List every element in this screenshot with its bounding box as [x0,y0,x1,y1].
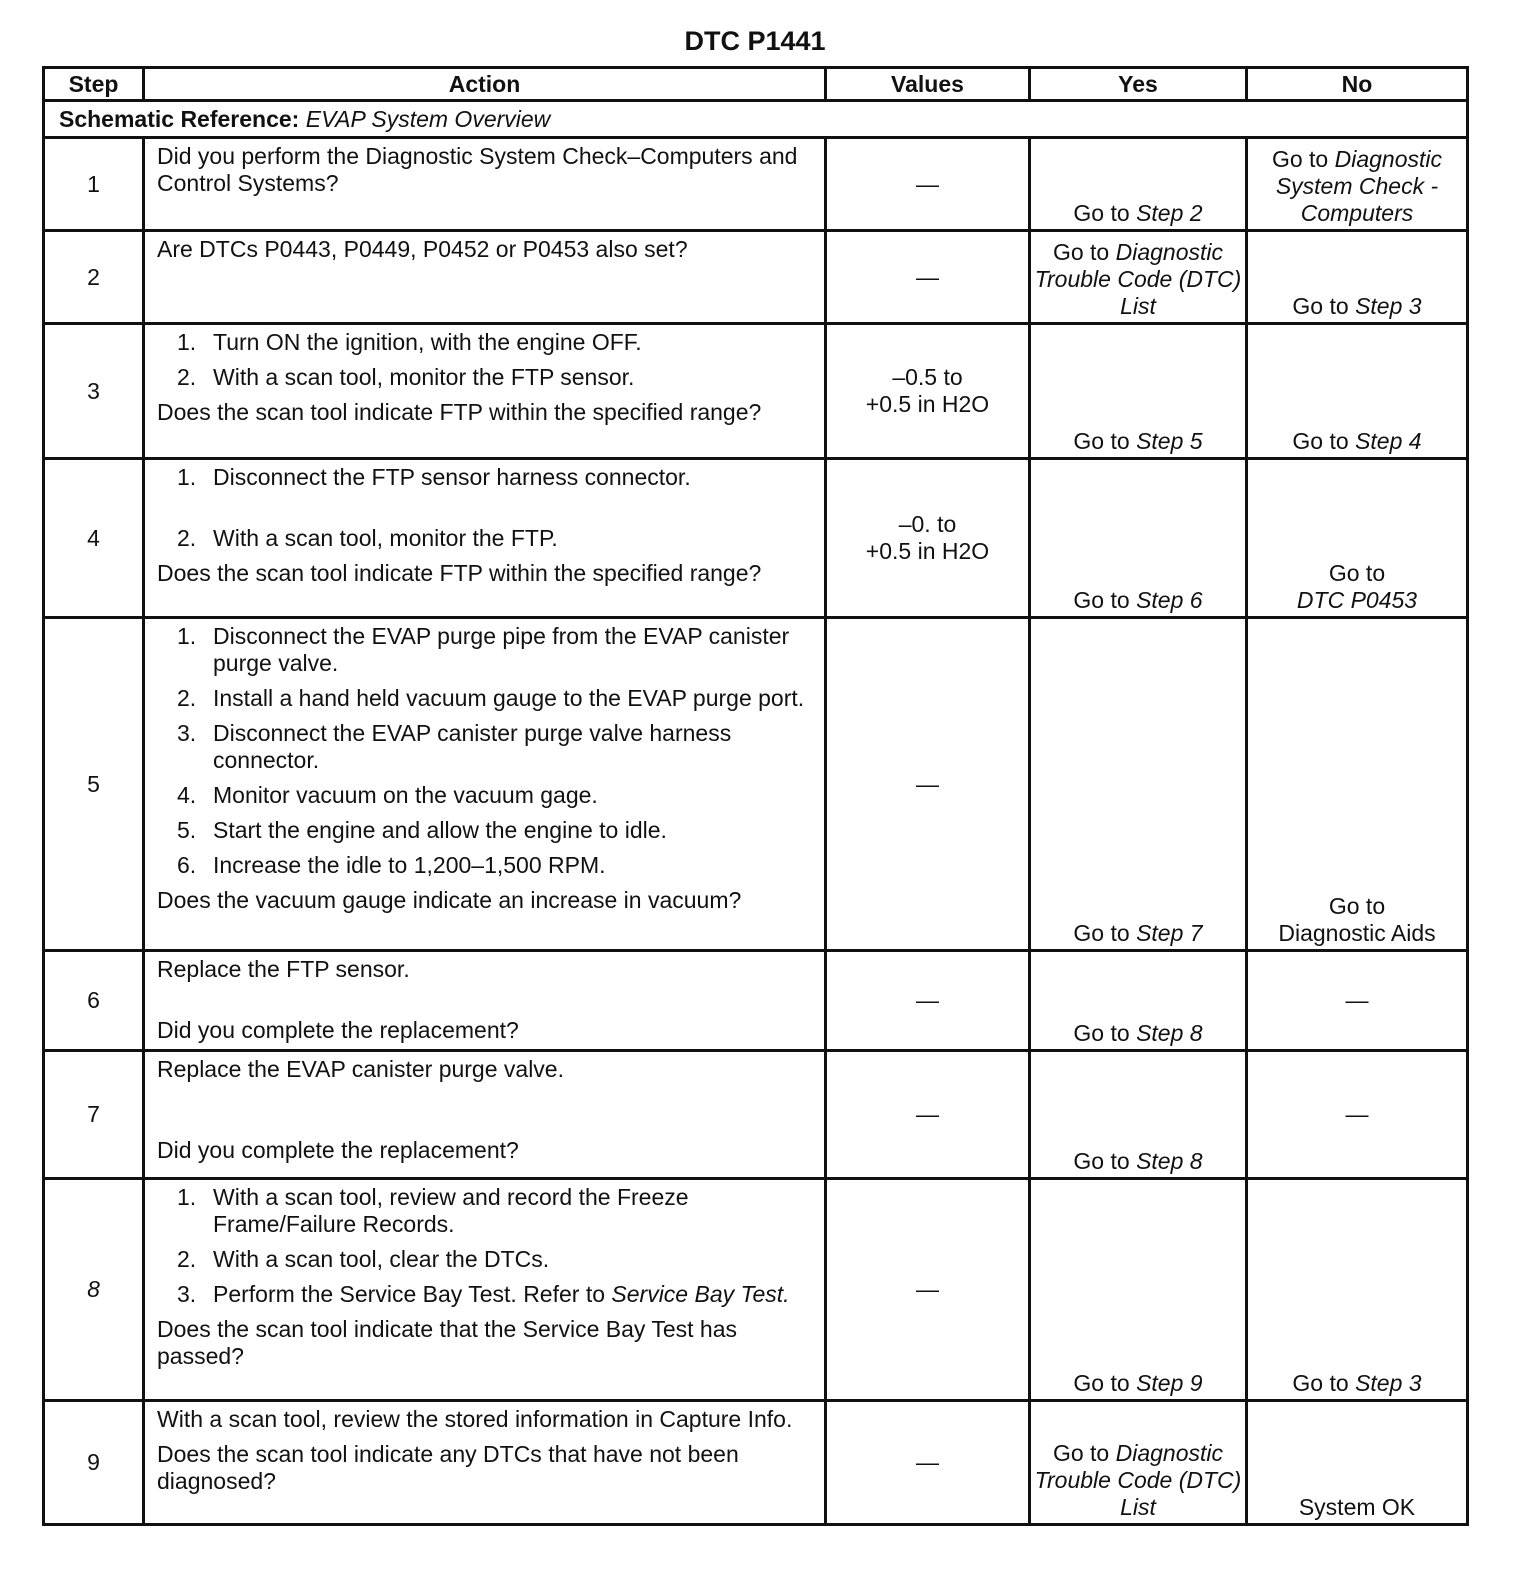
no-prefix: Go to [1328,893,1386,919]
list-item: 5. Start the engine and allow the engine to idle. [177,817,667,843]
action-text: Replace the EVAP canister purge valve. [157,1056,564,1082]
yes-cell [1030,138,1247,231]
no-prefix: Go to [1328,560,1386,586]
header-yes: Yes [1030,68,1247,101]
header-values: Values [826,68,1030,101]
step-number: 5 [44,618,144,951]
action-text: Replace the FTP sensor. [157,956,410,982]
no-prefix: Go to [1292,428,1349,454]
action-question: Are DTCs P0443, P0449, P0452 or P0453 also set? [157,236,688,262]
yes-cell [1030,951,1247,1051]
list-item: 2. With a scan tool, clear the DTCs. [177,1246,550,1272]
yes-prefix: Go to [1073,1370,1130,1396]
yes-link[interactable]: Step 5 [1136,428,1203,454]
table-row [44,459,1468,618]
yes-link[interactable]: Step 6 [1136,587,1203,613]
step-number: 8 [44,1179,144,1401]
action-list [157,329,814,391]
yes-cell [1030,459,1247,618]
step-number: 3 [44,324,144,459]
yes-prefix: Go to [1052,239,1110,265]
yes-prefix: Go to [1073,200,1130,226]
yes-cell [1030,231,1247,324]
action-cell [144,231,826,324]
dtc-table [42,66,1469,1526]
step-number: 9 [44,1401,144,1525]
yes-cell [1030,1179,1247,1401]
step-number: 7 [44,1051,144,1179]
no-link[interactable]: Diagnostic Aids [1278,920,1436,946]
table-row [44,1401,1468,1525]
no-cell [1247,459,1468,618]
list-item: 3. Perform the Service Bay Test. Refer to Service Bay Test. [177,1281,790,1307]
action-question: Does the scan tool indicate that the Service Bay Test has passed? [157,1316,738,1369]
yes-cell [1030,618,1247,951]
yes-prefix: Go to [1073,1020,1130,1046]
action-cell [144,138,826,231]
action-question: Did you perform the Diagnostic System Check–Computers and Control Systems? [157,143,798,196]
action-question: Does the scan tool indicate FTP within the specified range? [157,560,762,586]
step-number: 4 [44,459,144,618]
value-cell: –0. to +0.5 in H2O [826,459,1030,618]
schematic-reference [44,101,1468,138]
value-cell: — [826,1401,1030,1525]
service-bay-link[interactable]: Service Bay Test. [611,1281,790,1307]
action-cell [144,1051,826,1179]
list-item: 1. Disconnect the FTP sensor harness connector. [177,464,691,490]
action-list [157,464,814,552]
value-cell: — [826,138,1030,231]
action-list [157,623,814,879]
page-title: DTC P1441 [684,26,826,56]
action-list [157,1184,814,1308]
yes-link[interactable]: Step 8 [1136,1020,1203,1046]
value-cell: — [826,1179,1030,1401]
table-row [44,138,1468,231]
yes-cell [1030,1051,1247,1179]
yes-link[interactable]: Step 7 [1136,920,1203,946]
table-row [44,1051,1468,1179]
no-cell: — [1247,951,1468,1051]
list-item: 1. With a scan tool, review and record the Freeze Frame/Failure Records. [177,1184,689,1237]
yes-prefix: Go to [1073,428,1130,454]
no-prefix: Go to [1292,1370,1349,1396]
action-cell [144,618,826,951]
table-row [44,951,1468,1051]
value-cell: — [826,231,1030,324]
table-row [44,618,1468,951]
header-row [44,68,1468,101]
no-cell [1247,138,1468,231]
no-link[interactable]: Step 4 [1355,428,1422,454]
action-cell [144,324,826,459]
no-link[interactable]: Diagnostic System Check - Computers [1275,146,1443,226]
no-cell: — [1247,1051,1468,1179]
list-item: 2. Install a hand held vacuum gauge to the EVAP purge port. [177,685,805,711]
action-question: Does the scan tool indicate FTP within the specified range? [157,399,762,425]
action-cell [144,1401,826,1525]
yes-prefix: Go to [1073,920,1130,946]
value-cell: –0.5 to +0.5 in H2O [826,324,1030,459]
yes-prefix: Go to [1073,587,1130,613]
list-item: 1. Disconnect the EVAP purge pipe from the EVAP canister purge valve. [177,623,790,676]
no-cell [1247,324,1468,459]
action-question: Did you complete the replacement? [157,1137,519,1163]
action-question: Did you complete the replacement? [157,1017,519,1043]
yes-link[interactable]: Diagnostic Trouble Code (DTC) List [1034,1440,1242,1520]
yes-link[interactable]: Step 9 [1136,1370,1203,1396]
table-row [44,1179,1468,1401]
no-cell: System OK [1247,1401,1468,1525]
no-link[interactable]: DTC P0453 [1296,587,1418,613]
list-item: 1. Turn ON the ignition, with the engine OFF. [177,329,642,355]
yes-prefix: Go to [1052,1440,1110,1466]
value-cell: — [826,618,1030,951]
schematic-row [44,101,1468,138]
step-number: 6 [44,951,144,1051]
schematic-link[interactable]: EVAP System Overview [305,105,551,132]
action-cell [144,1179,826,1401]
yes-prefix: Go to [1073,1148,1130,1174]
yes-link[interactable]: Step 2 [1136,200,1203,226]
list-item: 3. Disconnect the EVAP canister purge valve harness connector. [177,720,732,773]
action-text: With a scan tool, review the stored information in Capture Info. [157,1406,793,1432]
no-prefix: Go to [1292,293,1349,319]
value-cell: — [826,1051,1030,1179]
step-number: 2 [44,231,144,324]
list-item: 4. Monitor vacuum on the vacuum gage. [177,782,598,808]
list-item: 6. Increase the idle to 1,200–1,500 RPM. [177,852,606,878]
no-cell [1247,231,1468,324]
list-item: 2. With a scan tool, monitor the FTP. [177,525,558,551]
action-question: Does the vacuum gauge indicate an increase in vacuum? [157,887,742,913]
schematic-label: Schematic Reference: [59,105,300,132]
value-cell: — [826,951,1030,1051]
no-link[interactable]: Step 3 [1355,293,1422,319]
header-step: Step [44,68,144,101]
no-cell [1247,618,1468,951]
table-row [44,324,1468,459]
list-item: 2. With a scan tool, monitor the FTP sensor. [177,364,635,390]
action-cell [144,459,826,618]
header-no: No [1247,68,1468,101]
yes-link[interactable]: Diagnostic Trouble Code (DTC) List [1034,239,1242,319]
yes-link[interactable]: Step 8 [1136,1148,1203,1174]
header-action: Action [144,68,826,101]
no-link[interactable]: Step 3 [1355,1370,1422,1396]
step-number: 1 [44,138,144,231]
yes-cell [1030,1401,1247,1525]
action-question: Does the scan tool indicate any DTCs that have not been diagnosed? [157,1441,739,1494]
no-cell [1247,1179,1468,1401]
no-prefix: Go to [1271,146,1329,172]
yes-cell [1030,324,1247,459]
action-cell [144,951,826,1051]
table-row [44,231,1468,324]
